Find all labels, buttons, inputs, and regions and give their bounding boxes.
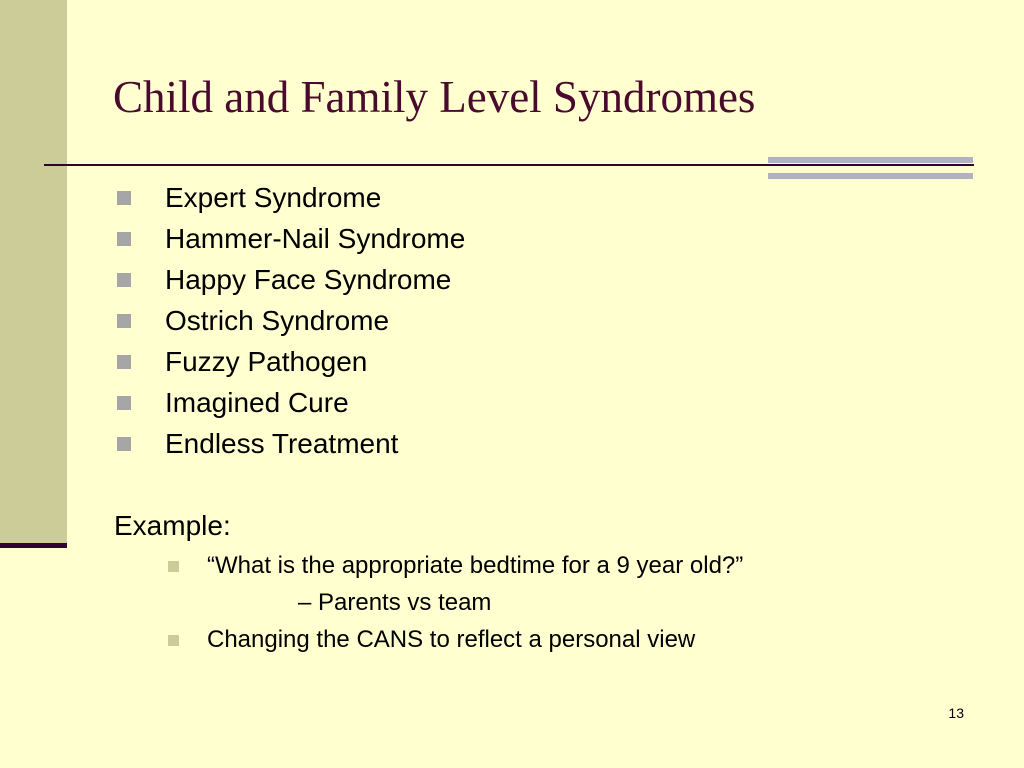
list-item-text: Hammer-Nail Syndrome [165,223,466,254]
list-item-text: Expert Syndrome [165,182,382,213]
list-item-text: Happy Face Syndrome [165,264,452,295]
example-heading: Example: [114,510,231,541]
accent-bars [768,157,973,179]
accent-bar [768,173,973,179]
accent-bar [768,157,973,163]
square-bullet-icon [117,355,131,369]
slide-number: 13 [948,705,964,721]
list-item-text: Imagined Cure [165,387,349,418]
list-item-text: Ostrich Syndrome [165,305,390,336]
square-bullet-icon [117,314,131,328]
square-bullet-icon [117,396,131,410]
left-bar-rule [0,543,67,548]
example-item-text: Changing the CANS to reflect a personal view [207,626,696,653]
square-bullet-icon [168,635,179,646]
square-bullet-icon [117,273,131,287]
example-item-text: “What is the appropriate bedtime for a 9 year old?” [207,552,744,579]
example-item-subtext: – Parents vs team [298,589,492,616]
square-bullet-icon [168,561,179,572]
list-item-text: Endless Treatment [165,428,399,459]
list-item-text: Fuzzy Pathogen [165,346,368,377]
square-bullet-icon [117,437,131,451]
slide-title: Child and Family Level Syndromes [113,72,756,122]
square-bullet-icon [117,232,131,246]
left-decorative-bar [0,0,67,543]
square-bullet-icon [117,191,131,205]
